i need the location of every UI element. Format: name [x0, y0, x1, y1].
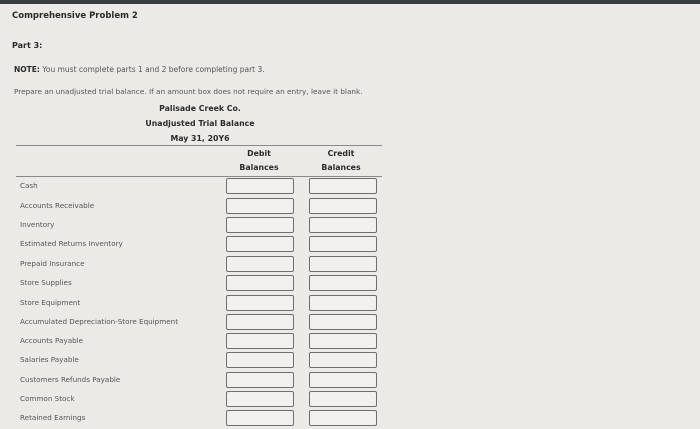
account-label: Customers Refunds Payable	[20, 375, 121, 384]
account-label: Prepaid Insurance	[20, 259, 85, 268]
account-row	[0, 256, 700, 275]
account-label: Accounts Payable	[20, 336, 84, 345]
note	[14, 65, 265, 74]
note-text: You must complete parts 1 and 2 before completing part 3.	[42, 65, 265, 74]
account-row	[0, 295, 700, 314]
debit-input[interactable]	[226, 178, 294, 194]
credit-input[interactable]	[309, 352, 377, 368]
header-rule	[16, 145, 382, 146]
window-top-bar	[0, 0, 700, 4]
account-row	[0, 352, 700, 371]
account-label: Accounts Receivable	[20, 201, 95, 210]
debit-input[interactable]	[226, 372, 294, 388]
account-label: Accumulated Depreciation-Store Equipment	[20, 317, 179, 326]
debit-input[interactable]	[226, 352, 294, 368]
account-label: Inventory	[20, 220, 55, 229]
account-label: Store Equipment	[20, 298, 81, 307]
account-row	[0, 410, 700, 429]
debit-input[interactable]	[226, 275, 294, 291]
debit-header-line1: Debit	[247, 149, 271, 158]
report-date: May 31, 20Y6	[170, 134, 230, 143]
credit-input[interactable]	[309, 391, 377, 407]
account-row	[0, 333, 700, 352]
account-row	[0, 372, 700, 391]
credit-input[interactable]	[309, 198, 377, 214]
credit-input[interactable]	[309, 333, 377, 349]
account-label: Common Stock	[20, 394, 75, 403]
credit-input[interactable]	[309, 295, 377, 311]
account-row	[0, 391, 700, 410]
debit-input[interactable]	[226, 314, 294, 330]
credit-header-line1: Credit	[327, 149, 355, 158]
column-header-rule	[16, 176, 382, 177]
account-row	[0, 314, 700, 333]
part-heading: Part 3:	[12, 41, 43, 50]
account-label: Estimated Returns Inventory	[20, 239, 123, 248]
credit-input[interactable]	[309, 217, 377, 233]
debit-input[interactable]	[226, 198, 294, 214]
credit-input[interactable]	[309, 372, 377, 388]
account-row	[0, 236, 700, 255]
account-label: Cash	[20, 181, 38, 190]
page-title: Comprehensive Problem 2	[12, 11, 138, 21]
credit-header-line2: Balances	[321, 163, 361, 172]
debit-input[interactable]	[226, 256, 294, 272]
debit-header-line2: Balances	[239, 163, 279, 172]
account-row	[0, 275, 700, 294]
account-label: Salaries Payable	[20, 355, 79, 364]
account-label: Store Supplies	[20, 278, 72, 287]
credit-input[interactable]	[309, 256, 377, 272]
instructions: Prepare an unadjusted trial balance. If an amount box does not require an entry, leave it blank.	[14, 87, 363, 96]
credit-input[interactable]	[309, 178, 377, 194]
account-label: Retained Earnings	[20, 413, 86, 422]
debit-input[interactable]	[226, 217, 294, 233]
credit-column-header	[306, 147, 376, 175]
report-name: Unadjusted Trial Balance	[145, 119, 255, 128]
company-name: Palisade Creek Co.	[159, 104, 241, 113]
debit-input[interactable]	[226, 391, 294, 407]
credit-input[interactable]	[309, 236, 377, 252]
debit-column-header	[224, 147, 294, 175]
debit-input[interactable]	[226, 295, 294, 311]
note-label: NOTE:	[14, 65, 40, 74]
credit-input[interactable]	[309, 410, 377, 426]
debit-input[interactable]	[226, 236, 294, 252]
account-row	[0, 198, 700, 217]
debit-input[interactable]	[226, 333, 294, 349]
account-row	[0, 178, 700, 197]
credit-input[interactable]	[309, 275, 377, 291]
account-row	[0, 217, 700, 236]
credit-input[interactable]	[309, 314, 377, 330]
debit-input[interactable]	[226, 410, 294, 426]
